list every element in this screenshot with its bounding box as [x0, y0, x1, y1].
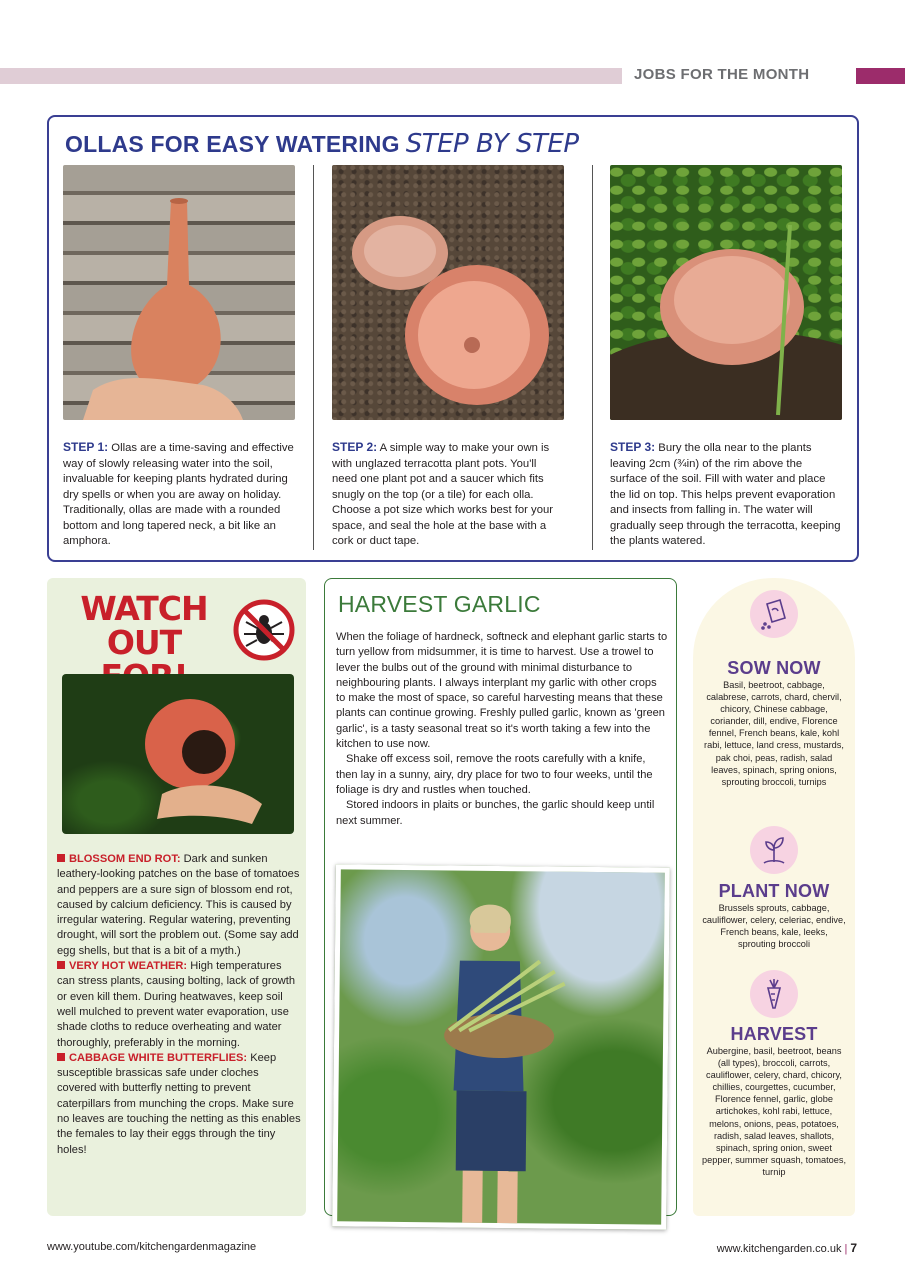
- step-1: [63, 165, 295, 550]
- harvest-garlic-text: When the foliage of hardneck, softneck and elephant garlic starts to turn yellow from midsummer, it is time to harvest. Use a trowel to lever the bulbs out of the ground with minimal disturbance to neighbouring plants. I always interplant my garlic with other crops to make the most of space, so careful harvesting means that these plants can continue growing. Freshly pulled garlic, known as 'green garlic', is a tasty seasonal treat so it's worth taking a few into the kitchen to use now. Shake off excess soil, remove the roots carefully with a knife, then lay in a sunny, airy, dry place for two to four weeks, until the foliage is dry and rustles when touched. Stored indoors in plaits or bunches, the garlic should keep until next summer.: [336, 631, 668, 827]
- bullet-square-icon: [57, 854, 65, 862]
- step-1-text: STEP 1: Ollas are a time-saving and effective way of slowly releasing water into the soil, invaluable for keeping plants hydrated during dry spells or when you are away on holiday. Traditionally, ollas are made with a rounded bottom and long tapered neck, a bit like an amphora.: [63, 440, 294, 547]
- footer-right: [717, 1241, 857, 1255]
- gardener-illustration: [337, 869, 670, 1229]
- footer-youtube-link[interactable]: www.youtube.com/kitchengardenmagazine: [47, 1241, 257, 1253]
- step-by-step-box: [47, 115, 859, 562]
- harvest-garlic-panel: [324, 578, 677, 1216]
- step-2-photo-pots: [332, 165, 564, 420]
- harvest-garlic-title: HARVEST GARLIC: [338, 591, 541, 617]
- watch-item: VERY HOT WEATHER: High temperatures can stress plants, causing bolting, lack of growth or even kill them. During heatwaves, keep soil well mulched to prevent water evaporation, use shade cloths to reduce overheating and water thoroughly, preferably in the morning.: [57, 960, 296, 1049]
- step-3: [610, 165, 842, 550]
- harvest-list: Aubergine, basil, beetroot, beans (all types), broccoli, carrots, cauliflower, celery, chard, chicory, chillies, courgettes, cucumber, Florence fennel, garlic, globe artichokes, kohl rabi, lettuce, melons, onions, peas, potatoes, radish, salad leaves, shallots, spinach, spring onion, sweet pepper, summer squash, tomatoes, turnip: [701, 1046, 846, 1177]
- watch-item: BLOSSOM END ROT: Dark and sunken leathery-looking patches on the base of tomatoes and peppers are a sure sign of blossom end rot, caused by calcium deficiency. This is caused by irregular watering. Regular watering, preventing drought, will sort the problem out. (Some say add egg shells, but that is a bit of a myth.): [57, 853, 300, 957]
- tomato-illustration: [62, 674, 294, 834]
- header-band: [0, 68, 622, 84]
- watch-out-title: WATCH OUT: [80, 589, 208, 662]
- olla-illustration: [63, 165, 295, 420]
- step-2-text: STEP 2: A simple way to make your own is with unglazed terracotta plant pots. You'll need one plant pot and a saucer which fits snugly on the top (or a tile) for each olla. Choose a pot size which works best for your space, and seal the hole at the base with a cork or duct tape.: [332, 440, 554, 547]
- step-1-photo-olla: [63, 165, 295, 420]
- no-bug-icon: [232, 598, 296, 662]
- step-3-photo-buried-olla: [610, 165, 842, 420]
- watch-item: CABBAGE WHITE BUTTERFLIES: Keep susceptible brassicas safe under cloches covered with butterfly netting to prevent caterpillars from munching the crops. Make sure no leaves are touching the netting as this enables the females to lay their eggs through the tiny holes!: [57, 1051, 301, 1156]
- plant-now-list: Brussels sprouts, cabbage, cauliflower, celery, celeriac, endive, French beans, kale, leeks, sprouting broccoli: [702, 903, 846, 950]
- section-label: JOBS FOR THE MONTH: [634, 66, 810, 83]
- watch-out-panel: [47, 578, 306, 1216]
- step-2: [332, 165, 564, 550]
- page-number: 7: [850, 1241, 857, 1255]
- footer-website-link[interactable]: www.kitchengarden.co.uk: [716, 1243, 842, 1255]
- carrot-icon: [750, 970, 798, 1018]
- column-divider: [592, 165, 593, 550]
- sow-now-list: Basil, beetroot, cabbage, calabrese, carrots, chard, chervil, chicory, Chinese cabbage, coriander, dill, endive, Florence fennel, French beans, kale, kohl rabi, lettuce, land cress, mustards, pak choi, peas, radish, salad leaves, spinach, spring onions, sprouting broccoli, turnips: [704, 680, 844, 787]
- footer-separator: |: [844, 1243, 848, 1255]
- buried-olla-illustration: [610, 165, 842, 420]
- step-3-text: STEP 3: Bury the olla near to the plants leaving 2cm (¾in) of the rim above the surface of the soil. Fill with water and place the lid on top. This helps prevent evaporation and insects from falling in. The water will gradually seep through the terracotta, keeping the plants watered.: [610, 440, 841, 547]
- watch-out-text: [57, 852, 301, 1158]
- pots-illustration: [332, 165, 564, 420]
- column-divider: [313, 165, 314, 550]
- plant-now-title: PLANT NOW: [718, 881, 830, 901]
- steps-title: [65, 129, 579, 159]
- steps-title-main: OLLAS FOR EASY WATERING: [65, 131, 400, 157]
- steps-title-script: STEP BY STEP: [405, 129, 579, 159]
- harvest-title: HARVEST: [730, 1024, 818, 1044]
- header-band-accent: [856, 68, 905, 84]
- bullet-square-icon: [57, 961, 65, 969]
- seedling-icon: [750, 826, 798, 874]
- sow-now-title: SOW NOW: [727, 658, 821, 678]
- bullet-square-icon: [57, 1053, 65, 1061]
- blossom-end-rot-photo: [62, 674, 294, 834]
- seed-packet-icon: [750, 590, 798, 638]
- sow-plant-harvest-panel: [693, 578, 855, 1216]
- gardener-with-garlic-photo: [332, 864, 670, 1229]
